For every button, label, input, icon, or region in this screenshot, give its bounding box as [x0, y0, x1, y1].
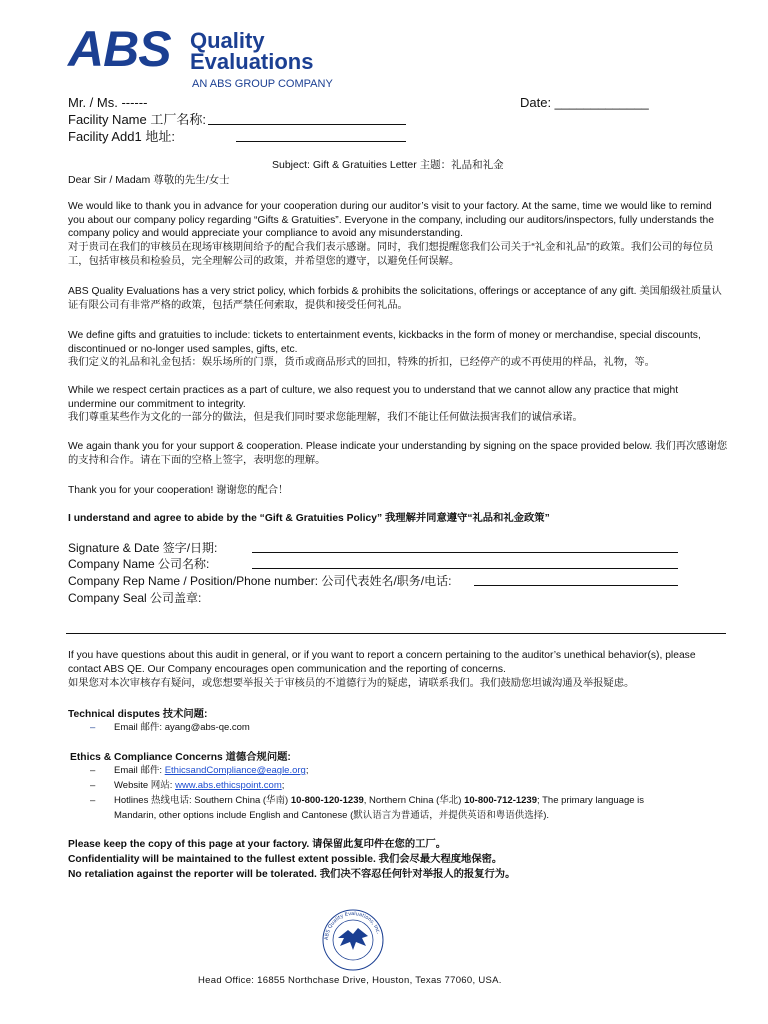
mr-ms-field: Mr. / Ms. ------: [68, 95, 148, 110]
hotlines-row: [0, 794, 768, 824]
hotlines-item: [114, 794, 644, 809]
ethics-email-item: Email 邮件: EthicsandCompliance@eagle.org;: [114, 765, 309, 776]
facility-name-line: [208, 124, 406, 125]
logo-quality: Quality: [190, 28, 265, 53]
paragraph-2: ABS Quality Evaluations has a very strict policy, which forbids & prohibits the solicitations, offerings or acceptance of any gift. 美国船级社质量认证有限公司有非常严格的政策，包括严禁任何索取，提供和接受任何礼品。: [68, 286, 722, 311]
tech-email-label: Email 邮件:: [114, 722, 165, 733]
company-name-line: [252, 568, 678, 569]
keep-copy-notice: Please keep the copy of this page at your factory. 请保留此复印件在您的工厂。: [68, 839, 447, 850]
ethics-title: Ethics & Compliance Concerns 道德合规问题:: [70, 752, 291, 763]
hotlines-line2: Mandarin, other options include English and Cantonese (默认语言为普通话，并提供英语和粤语供选择).: [114, 810, 550, 821]
website-row: [0, 779, 768, 794]
ethics-email-row: [0, 764, 768, 779]
contact-paragraph-english: If you have questions about this audit in general, or if you want to report a concern pertaining to the auditor’s unethical behavior(s), please contact ABS QE. Our Company encourages open communication and the reporting of concerns.: [68, 650, 696, 675]
paragraph-3-english: We define gifts and gratuities to include: tickets to entertainment events, kickbacks in the form of money or merchandise, special discounts, discontinued or no-longer used samples, gifts, etc.: [68, 330, 701, 355]
agreement-statement: I understand and agree to abide by the “Gift & Gratuities Policy” 我理解并同意遵守“礼品和礼金政策”: [68, 513, 550, 524]
paragraph-4-english: While we respect certain practices as a part of culture, we also request you to understand that we cannot allow any practice that might undermine our commitment to integrity.: [68, 385, 679, 410]
abs-logo-mark: ABS: [68, 21, 171, 77]
signature-line: [252, 552, 678, 553]
paragraph-4-chinese: 我们尊重某些作为文化的一部分的做法，但是我们同时要求您能理解，我们不能让任何做法损害我们的诚信承诺。: [68, 412, 583, 423]
subject-line: Subject: Gift & Gratuities Letter 主题：礼品和礼金: [272, 159, 504, 171]
date-field: Date: _____________: [520, 95, 649, 110]
technical-disputes-title: Technical disputes 技术问题:: [68, 709, 208, 720]
head-office-address: Head Office: 16855 Northchase Drive, Houston, Texas 77060, USA.: [198, 975, 502, 986]
paragraph-1-chinese: 对于贵司在我们的审核员在现场审核期间给予的配合我们表示感谢。同时，我们想提醒您我们公司关于“礼金和礼品”的政策。我们公司的每位员工，包括审核员和检验员，完全理解公司的政策，并希望您的遵守，以避免任何误解。: [68, 242, 714, 267]
bullet-dash: –: [90, 765, 96, 776]
seal-text: ABS Quality Evaluations, Inc.: [323, 910, 382, 941]
thank-you: Thank you for your cooperation! 谢谢您的配合！: [68, 485, 289, 496]
hotlines-tail: ; The primary language is: [537, 795, 645, 806]
tech-email-value: ayang@abs-qe.com: [164, 722, 250, 733]
hotlines-label: Hotlines 热线电话: Southern China (华南): [114, 795, 291, 806]
contact-paragraph-chinese: 如果您对本次审核存有疑问，或您想要举报关于审核员的不道德行为的疑虑，请联系我们。我们鼓励您坦诚沟通及举报疑虑。: [68, 678, 635, 689]
bullet-dash: –: [90, 722, 96, 733]
no-retaliation-notice: No retaliation against the reporter will be tolerated. 我们决不容忍任何针对举报人的报复行为。: [68, 869, 516, 880]
company-seal-icon: [318, 908, 388, 972]
ethics-email-link[interactable]: EthicsandCompliance@eagle.org: [164, 765, 306, 776]
paragraph-5: We again thank you for your support & cooperation. Please indicate your understanding by signing on the space provided below. 我们再次感谢您的支持和合作。请在下面的空格上签字，表明您的理解。: [68, 441, 728, 466]
company-seal-label: Company Seal 公司盖章:: [68, 591, 202, 605]
company-rep-line: [474, 585, 678, 586]
website-link[interactable]: www.abs.ethicspoint.com: [175, 780, 282, 791]
hotline-south: 10-800-120-1239: [290, 795, 364, 806]
signature-date-label: Signature & Date 签字/日期:: [68, 541, 218, 555]
hotline-north: 10-800-712-1239: [464, 795, 537, 806]
bullet-dash: –: [90, 780, 96, 791]
technical-email-row: [0, 721, 768, 736]
logo-evaluations: Evaluations: [190, 49, 314, 74]
tech-email-item: [114, 721, 250, 736]
confidentiality-notice: Confidentiality will be maintained to the fullest extent possible. 我们会尽最大程度地保密。: [68, 854, 503, 865]
paragraph-3-chinese: 我们定义的礼品和礼金包括：娱乐场所的门票，货币或商品形式的回扣，特殊的折扣，已经停产的或不再使用的样品，礼物，等。: [68, 357, 655, 368]
hotlines-mid: , Northern China (华北): [363, 795, 465, 806]
salutation: Dear Sir / Madam 尊敬的先生/女士: [68, 174, 230, 186]
company-name-label: Company Name 公司名称:: [68, 557, 210, 571]
paragraph-1-english: We would like to thank you in advance for your cooperation during our auditor’s visit to your factory. At the same, time we would like to remind you about our company policy regarding “Gifts & Gratuities”. Everyone in the company, including our auditors/inspectors, fully understands the company policy and would appreciate your compliance to avoid any misunderstanding.: [68, 201, 714, 240]
facility-address-line: [236, 141, 406, 142]
facility-address-label: Facility Add1 地址:: [68, 129, 175, 144]
website-item: Website 网站: www.abs.ethicspoint.com;: [114, 780, 285, 791]
logo-tagline: AN ABS GROUP COMPANY: [192, 78, 333, 90]
company-rep-label: Company Rep Name / Position/Phone number: 公司代表姓名/职务/电话:: [68, 574, 452, 588]
ethics-email-label: Email 邮件:: [114, 765, 165, 776]
section-divider: [66, 633, 726, 634]
website-label: Website 网站:: [114, 780, 176, 791]
bullet-dash: –: [90, 795, 96, 806]
facility-name-label: Facility Name 工厂名称:: [68, 112, 206, 127]
